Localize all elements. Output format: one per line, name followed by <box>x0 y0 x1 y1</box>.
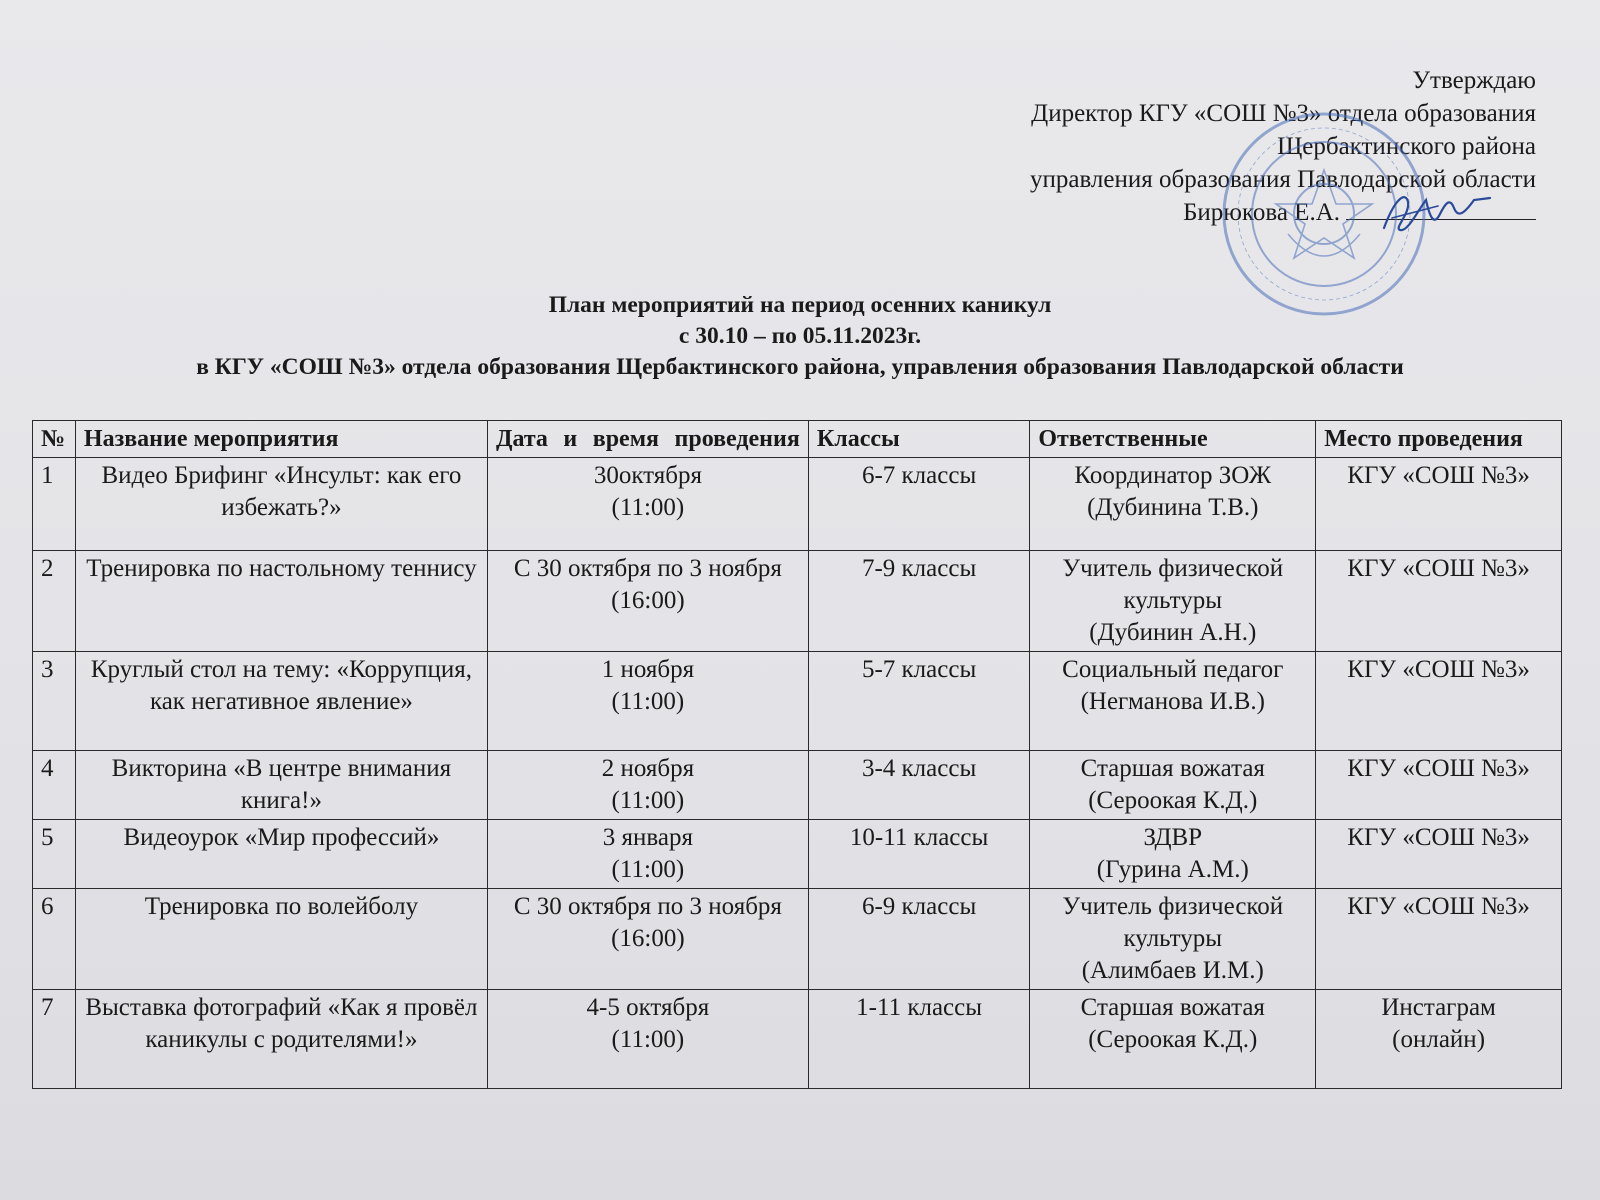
event-place-text: Инстаграм (онлайн) <box>1381 994 1496 1053</box>
event-name <box>75 820 487 889</box>
event-responsible-text: Учитель физической культуры (Алимбаев И.М.) <box>1062 893 1284 984</box>
table-row <box>33 652 1562 751</box>
table-row <box>33 458 1562 551</box>
event-name-text: Викторина «В центре внимания книга!» <box>111 755 452 814</box>
event-responsible <box>1030 889 1316 990</box>
event-name-text: Видеоурок «Мир профессий» <box>123 824 440 851</box>
events-table <box>32 420 1562 1089</box>
event-name-text: Видео Брифинг «Инсульт: как его избежать?» <box>101 462 462 521</box>
event-date <box>487 820 808 889</box>
title-line-1: План мероприятий на период осенних каникул <box>548 292 1052 318</box>
event-responsible <box>1030 551 1316 652</box>
event-date-text: 30октября (11:00) <box>593 462 702 521</box>
header-date-time: Дата и время проведения <box>487 421 808 458</box>
event-date <box>487 458 808 551</box>
department-line: управления образования Павлодарской области <box>1029 166 1536 193</box>
event-date <box>487 551 808 652</box>
event-place <box>1316 751 1562 820</box>
event-name <box>75 751 487 820</box>
event-place <box>1316 652 1562 751</box>
title-line-3: в КГУ «СОШ №3» отдела образования Щербактинского района, управления образования Павлодарской области <box>196 354 1404 380</box>
event-responsible-text: Учитель физической культуры (Дубинин А.Н.) <box>1062 555 1284 646</box>
event-date-text: С 30 октября по 3 ноября (16:00) <box>513 555 782 614</box>
event-place <box>1316 889 1562 990</box>
event-place-text: КГУ «СОШ №3» <box>1347 755 1530 782</box>
event-place <box>1316 820 1562 889</box>
district-line: Щербактинского района <box>1277 133 1536 160</box>
event-place <box>1316 551 1562 652</box>
event-date <box>487 889 808 990</box>
director-name: Бирюкова Е.А. <box>1183 199 1340 226</box>
table-row <box>33 889 1562 990</box>
event-classes: 6-9 классы <box>808 889 1030 990</box>
event-responsible <box>1030 751 1316 820</box>
event-name <box>75 652 487 751</box>
event-classes: 6-7 классы <box>808 458 1030 551</box>
header-responsible: Ответственные <box>1030 421 1316 458</box>
event-name <box>75 889 487 990</box>
approval-word: Утверждаю <box>1412 67 1536 94</box>
event-place-text: КГУ «СОШ №3» <box>1347 893 1530 920</box>
title-line-2: с 30.10 – по 05.11.2023г. <box>678 323 922 349</box>
row-number: 7 <box>33 990 76 1089</box>
table-row <box>33 820 1562 889</box>
event-name-text: Выставка фотографий «Как я провёл каникулы с родителями!» <box>85 994 478 1053</box>
event-responsible-text: Старшая вожатая (Сероокая К.Д.) <box>1080 994 1265 1053</box>
director-title: Директор КГУ «СОШ №3» отдела образования <box>1031 100 1536 127</box>
event-place-text: КГУ «СОШ №3» <box>1347 824 1530 851</box>
event-date-text: С 30 октября по 3 ноября (16:00) <box>513 893 782 952</box>
row-number: 2 <box>33 551 76 652</box>
table-row <box>33 551 1562 652</box>
table-row <box>33 990 1562 1089</box>
event-classes: 3-4 классы <box>808 751 1030 820</box>
event-responsible <box>1030 652 1316 751</box>
event-responsible-text: Старшая вожатая (Сероокая К.Д.) <box>1080 755 1265 814</box>
table-header-row <box>33 421 1562 458</box>
event-responsible <box>1030 458 1316 551</box>
event-date <box>487 751 808 820</box>
event-classes: 1-11 классы <box>808 990 1030 1089</box>
event-name <box>75 458 487 551</box>
event-name-text: Тренировка по настольному теннису <box>86 555 477 582</box>
row-number: 1 <box>33 458 76 551</box>
event-place-text: КГУ «СОШ №3» <box>1347 462 1530 489</box>
event-place <box>1316 458 1562 551</box>
event-date <box>487 652 808 751</box>
event-place-text: КГУ «СОШ №3» <box>1347 656 1530 683</box>
event-classes: 10-11 классы <box>808 820 1030 889</box>
event-name <box>75 990 487 1089</box>
event-responsible-text: ЗДВР (Гурина А.М.) <box>1096 824 1249 883</box>
document-title <box>0 290 1600 383</box>
event-responsible <box>1030 990 1316 1089</box>
row-number: 5 <box>33 820 76 889</box>
header-classes: Классы <box>808 421 1030 458</box>
event-name-text: Тренировка по волейболу <box>144 893 419 920</box>
header-place: Место проведения <box>1316 421 1562 458</box>
director-signature <box>1378 188 1498 238</box>
event-place <box>1316 990 1562 1089</box>
header-event-name: Название мероприятия <box>75 421 487 458</box>
event-place-text: КГУ «СОШ №3» <box>1347 555 1530 582</box>
event-responsible-text: Координатор ЗОЖ (Дубинина Т.В.) <box>1074 462 1272 521</box>
event-responsible <box>1030 820 1316 889</box>
event-date-text: 2 ноября (11:00) <box>601 755 695 814</box>
event-name <box>75 551 487 652</box>
event-date <box>487 990 808 1089</box>
event-classes: 5-7 классы <box>808 652 1030 751</box>
row-number: 6 <box>33 889 76 990</box>
event-name-text: Круглый стол на тему: «Коррупция, как негативное явление» <box>90 656 473 715</box>
event-date-text: 4-5 октября (11:00) <box>586 994 710 1053</box>
header-number: № <box>33 421 76 458</box>
event-classes: 7-9 классы <box>808 551 1030 652</box>
event-date-text: 3 января (11:00) <box>602 824 693 883</box>
row-number: 4 <box>33 751 76 820</box>
event-responsible-text: Социальный педагог (Негманова И.В.) <box>1062 656 1284 715</box>
table-row <box>33 751 1562 820</box>
row-number: 3 <box>33 652 76 751</box>
event-date-text: 1 ноября (11:00) <box>601 656 695 715</box>
